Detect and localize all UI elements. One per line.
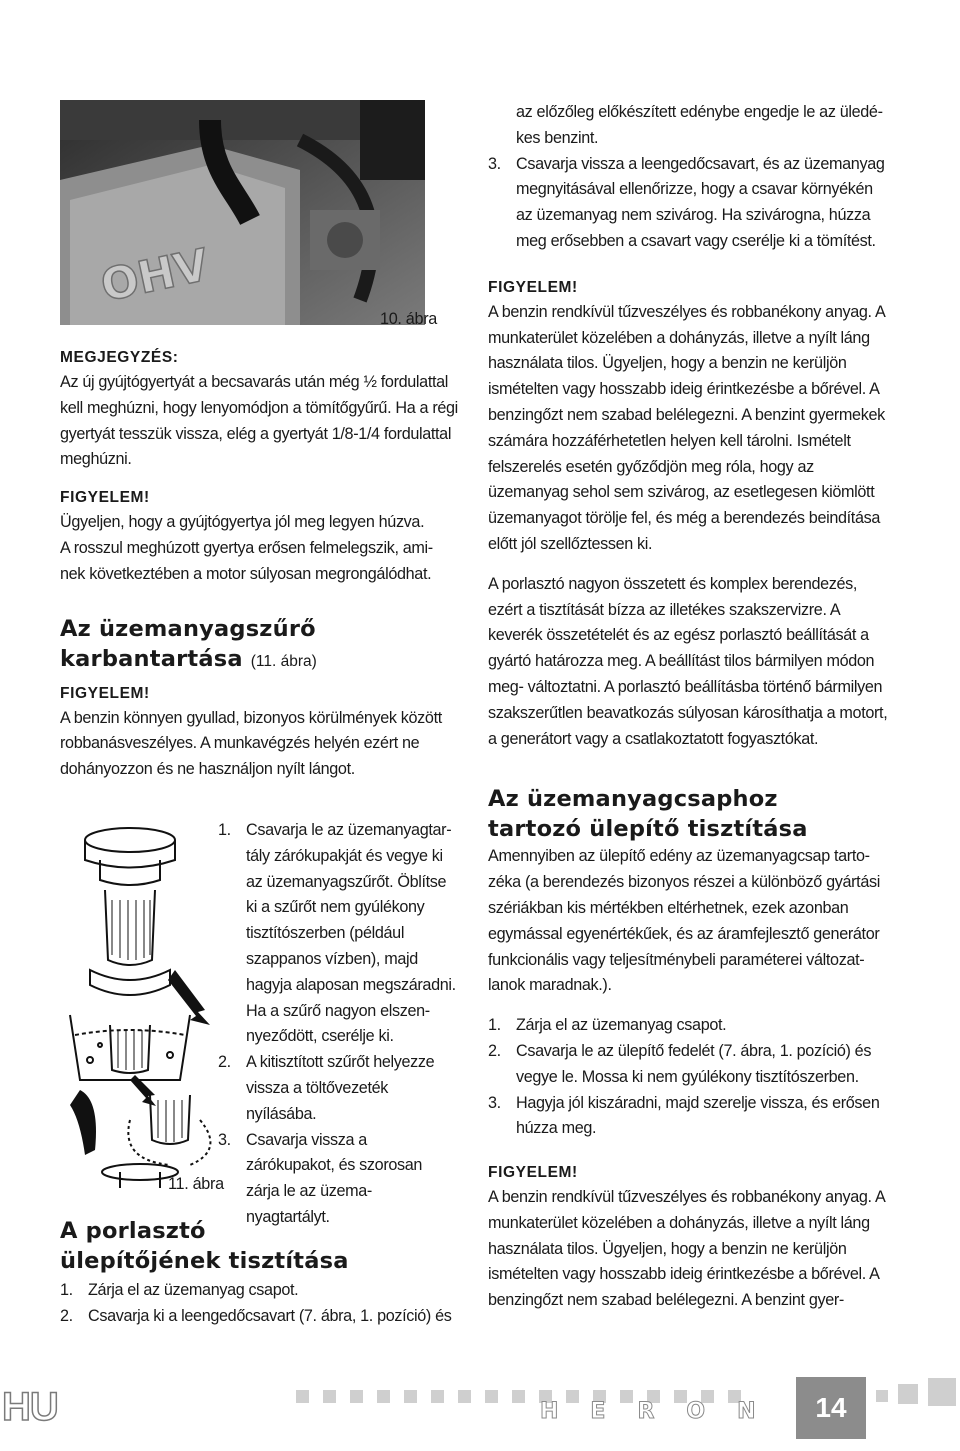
fuel-tap-steps xyxy=(488,1013,893,1142)
fuel-tap-intro: Amennyiben az ülepítő edény az üzemanyagcsap tarto- zéka (a berendezés bizonyos részei a különböző gyártási szériákban kis mértékben eltérhetnek, ezek azonban egymással egyenértékűek, és az áramfejlesztő generátor funkcionális vagy teljesítménybeli paraméterei változat- lanok maradnak.). xyxy=(488,847,880,995)
list-item: 3. Hagyja jól kiszáradni, majd szerelje vissza, és erősen húzza meg. xyxy=(488,1093,880,1138)
section-carburettor-bowl xyxy=(60,1216,460,1330)
section-title-line: Az üzemanyagcsaphoz xyxy=(488,786,778,813)
carburettor-step-continued: az előzőleg előkészített edénybe engedje le az üledé- kes benzint. xyxy=(516,103,883,147)
footer-square xyxy=(898,1384,918,1404)
brand-logo: HERON xyxy=(540,1399,788,1424)
fuel-filter-steps xyxy=(218,818,458,1231)
figure-reference: (11. ábra) xyxy=(250,652,317,670)
svg-text:OHV: OHV xyxy=(96,239,214,313)
section-title-line: Az üzemanyagszűrő xyxy=(60,615,316,642)
warning-label: FIGYELEM! xyxy=(60,489,150,507)
list-item: 2. A kitisztított szűrőt helyezze vissza a töltővezeték nyílásába. xyxy=(218,1053,435,1123)
note-label: MEGJEGYZÉS: xyxy=(60,349,179,366)
carburettor-steps-cont xyxy=(488,152,893,255)
figure-10-caption: 10. ábra xyxy=(380,310,437,328)
language-code: HU xyxy=(2,1385,58,1429)
footer-square xyxy=(928,1378,956,1406)
left-column xyxy=(60,345,460,783)
list-item: 1. Zárja el az üzemanyag csapot. xyxy=(488,1016,727,1035)
warning-line: nek következtében a motor súlyosan megrongálódhat. xyxy=(60,564,432,583)
engine-photo-illustration xyxy=(60,100,425,325)
list-item: 3. Csavarja vissza a leengedőcsavart, és az üzemanyag megnyitásával ellenőrizze, hogy a csavar környékén az üzemanyag nem szivárog. Ha szivárogna, húzza meg erősebben a csavart vagy cserélje ki a tömítést. xyxy=(488,154,885,250)
fuel-filter-illustration xyxy=(60,820,230,1190)
section-heading-fuel-tap xyxy=(488,784,893,844)
section-title-line: karbantartása xyxy=(60,645,243,672)
list-item: 2. Csavarja ki a leengedőcsavart (7. ábra, 1. pozíció) és xyxy=(60,1306,452,1325)
figure-10-photo xyxy=(60,100,425,325)
warning-text: A benzin rendkívül tűzveszélyes és robbanékony anyag. A munkaterület közelében a dohányzás, illetve a nyílt láng használata tilos. Ügyeljen, hogy a benzin ne kerüljön ismételten vagy hosszabb ideig érintkezésbe a bőrével. A benzingőzt nem szabad belélegezni. A benzint gyer- xyxy=(488,1188,885,1310)
warning-label: FIGYELEM! xyxy=(488,278,578,296)
warning-label: FIGYELEM! xyxy=(488,1164,578,1182)
list-item: 1. Zárja el az üzemanyag csapot. xyxy=(60,1281,299,1299)
section-title-line: A porlasztó xyxy=(60,1218,206,1244)
carburettor-paragraph: A porlasztó nagyon összetett és komplex berendezés, ezért a tisztítását bízza az illetékes szakszervizre. A keverék összetételét és az egész porlasztó beállítását a gyártó határozza meg. A beállítást tilos bármilyen módon meg- változtatni. A porlasztó beállításba történő bármilyen szakszerűtlen beavatkozás súlyosan károsíthatja a motort, a generátort vagy a csatlakoztatott fogyasztókat. xyxy=(488,574,888,748)
figure-11-drawing xyxy=(60,820,230,1190)
section-heading-fuel-filter xyxy=(60,614,460,677)
section-title-line: tartozó ülepítő tisztítása xyxy=(488,816,808,843)
warning-line: A rosszul meghúzott gyertya erősen felmelegszik, ami- xyxy=(60,538,433,557)
list-item: 1. Csavarja le az üzemanyagtar- tály zárókupakját és vegye ki az üzemanyagszűrőt. Öblítse ki a szűrőt nem gyúlékony tisztítószerben (például szappanos vízben), majd hagyja alaposan megszáradni. Ha a szűrő nagyon elszen- nyeződött, cserélje ki. xyxy=(218,821,456,1046)
page-number: 14 xyxy=(796,1377,866,1439)
warning-label: FIGYELEM! xyxy=(60,684,150,702)
list-item: 2. Csavarja le az ülepítő fedelét (7. ábra, 1. pozíció) és vegye le. Mossa ki nem gyúlékony tisztítószerben. xyxy=(488,1041,872,1086)
warning-line: Ügyeljen, hogy a gyújtógyertya jól meg legyen húzva. xyxy=(60,513,425,532)
warning-text: A benzin rendkívül tűzveszélyes és robbanékony anyag. A munkaterület közelében a dohányzás, illetve a nyílt láng használata tilos. Ügyeljen, hogy a benzin ne kerüljön ismételten vagy hosszabb ideig érintkezésbe a bőrével. A benzingőzt nem szabad belélegezni. A benzint gyermekek számára hozzáférhetetlen helyen kell tárolni. Ismételt felszerelés esetén győződjön meg róla, hogy az üzemanyag sehol sem szivárog, az esetlegesen kiömlött üzemanyagot törölje fel, és még a berendezés beindítása előtt jól szellőztessen ki. xyxy=(488,302,885,553)
list-item: 3. Csavarja vissza a zárókupakot, és szorosan zárja le az üzema- nyagtartályt. xyxy=(218,1130,423,1226)
footer-square xyxy=(876,1390,888,1402)
warning-text: A benzin könnyen gyullad, bizonyos körülmények között robbanásveszélyes. A munkavégzés helyén ezért ne dohányozzon és ne használjon nyílt lángot. xyxy=(60,708,442,779)
figure-11-caption: 11. ábra xyxy=(168,1175,224,1193)
section-title-line: ülepítőjének tisztítása xyxy=(60,1248,349,1274)
carburettor-steps xyxy=(60,1278,460,1330)
note-text: Az új gyújtógyertyát a becsavarás után még ½ fordulattal kell meghúzni, hogy lenyomódjon a tömítőgyűrű. Ha a régi gyertyát tesszük vissza, elég a gyertyát 1/8-1/4 fordulattal meghúzni. xyxy=(60,373,458,469)
right-column xyxy=(488,100,893,1314)
